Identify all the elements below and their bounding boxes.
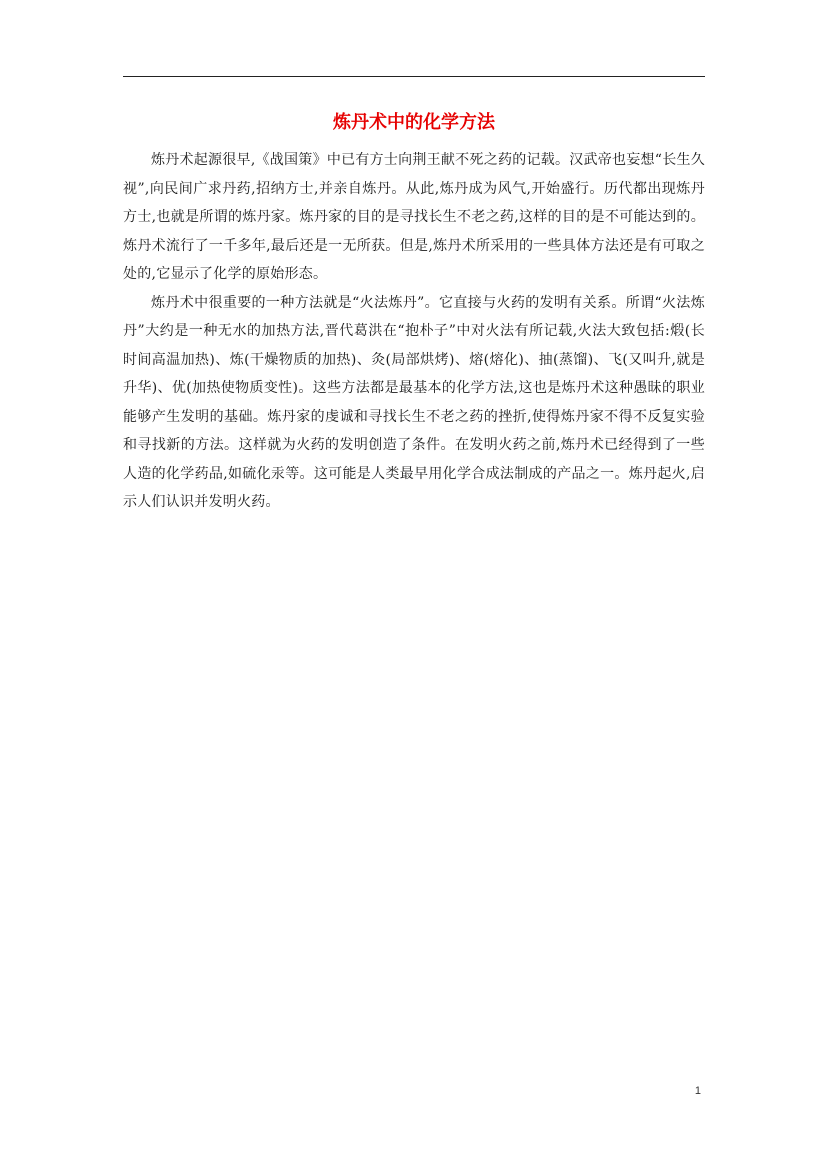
header-rule <box>123 76 705 77</box>
document-title: 炼丹术中的化学方法 <box>333 112 495 133</box>
paragraph-2: 炼丹术中很重要的一种方法就是“火法炼丹”。它直接与火药的发明有关系。所谓“火法炼丹”大约是一种无水的加热方法,晋代葛洪在“抱朴子”中对火法有所记载,火法大致包括:煅(长时间高温加热)、炼(干燥物质的加热)、灸(局部烘烤)、熔(熔化)、抽(蒸馏)、飞(又叫升,就是升华)、优(加热使物质变性)。这些方法都是最基本的化学方法,这也是炼丹术这种愚昧的职业能够产生发明的基础。炼丹家的虔诚和寻找长生不老之药的挫折,使得炼丹家不得不反复实验和寻找新的方法。这样就为火药的发明创造了条件。在发明火药之前,炼丹术已经得到了一些人造的化学药品,如硫化汞等。这可能是人类最早用化学合成法制成的产品之一。炼丹起火,启示人们认识并发明火药。 <box>123 294 705 510</box>
paragraph-1: 炼丹术起源很早,《战国策》中已有方士向荆王献不死之药的记载。汉武帝也妄想“长生久视”,向民间广求丹药,招纳方士,并亲自炼丹。从此,炼丹成为风气,开始盛行。历代都出现炼丹方士,也就是所谓的炼丹家。炼丹家的目的是寻找长生不老之药,这样的目的是不可能达到的。炼丹术流行了一千多年,最后还是一无所获。但是,炼丹术所采用的一些具体方法还是有可取之处的,它显示了化学的原始形态。 <box>123 152 705 282</box>
page-number: 1 <box>694 1085 701 1097</box>
document-body <box>123 146 705 517</box>
